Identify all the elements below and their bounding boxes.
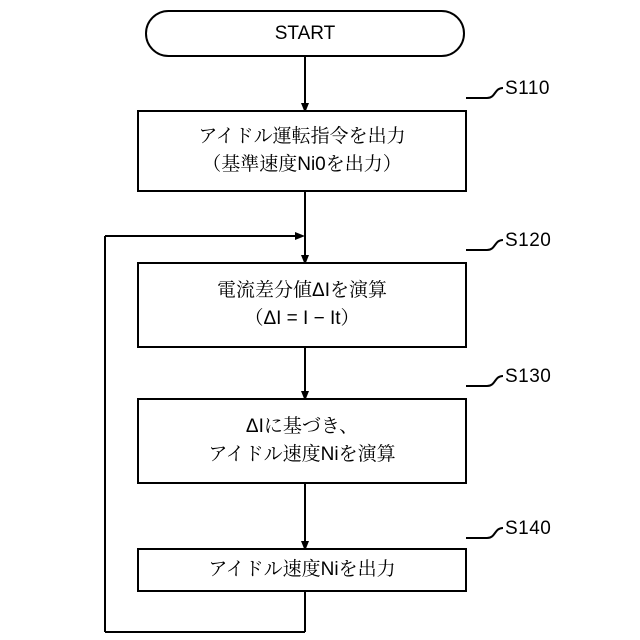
node-s120 [137, 262, 467, 348]
node-s140-line1: アイドル速度Niを出力 [208, 559, 396, 581]
leader-s140 [466, 528, 503, 538]
node-s120-line2: （ΔI = I − It） [244, 308, 360, 329]
leader-s120 [466, 240, 503, 250]
node-s110-line1: アイドル運転指令を出力 [198, 126, 406, 148]
node-start [145, 10, 465, 57]
node-s130-line1: ΔIに基づき、 [245, 416, 359, 438]
step-label-s120: S120 [505, 230, 552, 251]
node-s130-line2: アイドル速度Niを演算 [208, 444, 396, 465]
leader-s130 [466, 376, 503, 386]
node-s130 [137, 398, 467, 484]
step-label-s130: S130 [505, 366, 552, 387]
node-start-label: START [274, 22, 336, 44]
node-s120-line1: 電流差分値ΔIを演算 [217, 280, 387, 302]
leader-s110 [466, 88, 503, 98]
node-s110 [137, 110, 467, 192]
node-s140 [137, 548, 467, 592]
node-s110-line2: （基準速度Ni0を出力） [202, 154, 402, 175]
step-label-s140: S140 [505, 518, 552, 539]
step-label-s110: S110 [505, 78, 550, 99]
